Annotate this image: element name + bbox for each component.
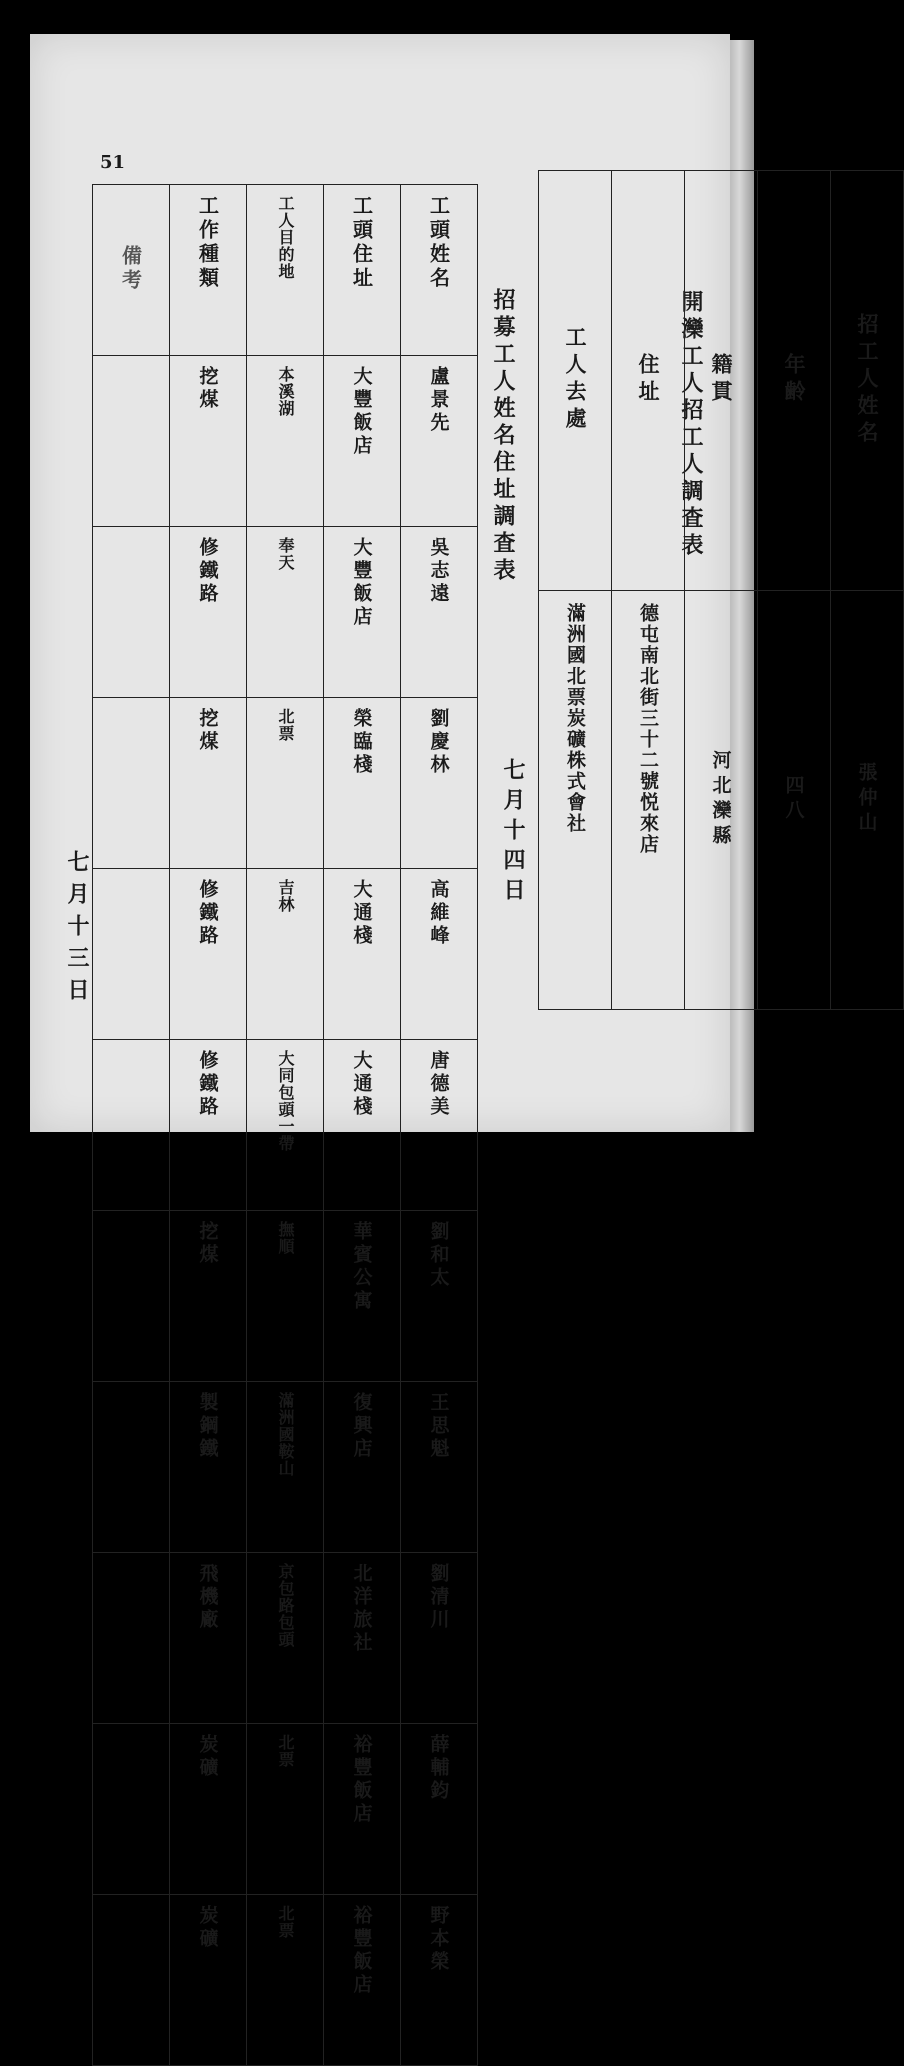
table2-cell-worker-destination: 滿洲國鞍山: [247, 1382, 324, 1553]
table2-cell-remarks: [93, 698, 170, 869]
table1-header-origin: 籍貫: [685, 171, 758, 591]
table1-header-name: 招工人姓名: [831, 171, 904, 591]
table2-cell-foreman-name: 劉清川: [401, 1553, 478, 1724]
table2-cell-foreman-address: 榮臨棧: [324, 698, 401, 869]
table2-cell-foreman-address: 大豐飯店: [324, 527, 401, 698]
table2-cell-work-type: 挖煤: [170, 356, 247, 527]
table1-title: 開灤工人招工人調査表: [678, 290, 704, 560]
table2-header-remarks: 備考: [93, 185, 170, 356]
table2-header-worker-destination: 工人目的地: [247, 185, 324, 356]
table2-cell-remarks: [93, 1724, 170, 1895]
table1-header-age: 年齢: [758, 171, 831, 591]
table1-header-destination: 工人去處: [539, 171, 612, 591]
table2-cell-foreman-address: 裕豐飯店: [324, 1724, 401, 1895]
table2-cell-work-type: 修鐵路: [170, 1040, 247, 1211]
table2-cell-foreman-address: 大豐飯店: [324, 356, 401, 527]
table2-cell-foreman-address: 裕豐飯店: [324, 1895, 401, 2066]
table2-cell-worker-destination: 本溪湖: [247, 356, 324, 527]
table2-cell-remarks: [93, 527, 170, 698]
table1-value-address: 德屯南北街三十二號悦來店: [612, 590, 685, 1010]
table2-cell-work-type: 製鋼鐵: [170, 1382, 247, 1553]
table2-cell-foreman-name: 王思魁: [401, 1382, 478, 1553]
table2-cell-worker-destination: 京包路包頭: [247, 1553, 324, 1724]
table2-cell-remarks: [93, 869, 170, 1040]
page-number: 51: [100, 152, 126, 173]
table2-cell-foreman-name: 吳志遠: [401, 527, 478, 698]
table2-cell-foreman-name: 劉慶林: [401, 698, 478, 869]
table2-cell-foreman-name: 劉和太: [401, 1211, 478, 1382]
table2-cell-work-type: 挖煤: [170, 1211, 247, 1382]
table2-cell-worker-destination: 北票: [247, 698, 324, 869]
table2-cell-foreman-address: 大通棧: [324, 869, 401, 1040]
table2-cell-worker-destination: 北票: [247, 1895, 324, 2066]
table2-header-foreman-address: 工頭住址: [324, 185, 401, 356]
table2-cell-foreman-name: 野本榮: [401, 1895, 478, 2066]
table2-cell-foreman-address: 復興店: [324, 1382, 401, 1553]
table2-cell-foreman-name: 盧景先: [401, 356, 478, 527]
table2-cell-foreman-address: 北洋旅社: [324, 1553, 401, 1724]
table1-value-destination: 滿洲國北票炭礦株式會社: [539, 590, 612, 1010]
table2-cell-worker-destination: 北票: [247, 1724, 324, 1895]
table1-value-age: 四八: [758, 590, 831, 1010]
table2-header-foreman-name: 工頭姓名: [401, 185, 478, 356]
table2-header-work-type: 工作種類: [170, 185, 247, 356]
table2-cell-worker-destination: 吉林: [247, 869, 324, 1040]
table2-title: 招募工人姓名住址調査表: [490, 288, 516, 585]
table2-cell-work-type: 飛機廠: [170, 1553, 247, 1724]
table2-cell-work-type: 挖煤: [170, 698, 247, 869]
table2-cell-remarks: [93, 356, 170, 527]
table2-cell-work-type: 修鐵路: [170, 527, 247, 698]
table1-value-name: 張仲山: [831, 590, 904, 1010]
table2-cell-work-type: 炭礦: [170, 1724, 247, 1895]
table2-cell-work-type: 修鐵路: [170, 869, 247, 1040]
table2-cell-remarks: [93, 1040, 170, 1211]
worker-recruiter-table: [538, 170, 904, 1010]
table1-header-address: 住址: [612, 171, 685, 591]
table1-value-origin: 河北灤縣: [685, 590, 758, 1010]
table2-cell-foreman-address: 大通棧: [324, 1040, 401, 1211]
table2-cell-worker-destination: 奉天: [247, 527, 324, 698]
table2-cell-worker-destination: 大同包頭一帶: [247, 1040, 324, 1211]
table2-cell-foreman-address: 華賓公寓: [324, 1211, 401, 1382]
table2-cell-foreman-name: 薛輔鈞: [401, 1724, 478, 1895]
table2-cell-remarks: [93, 1895, 170, 2066]
table2-cell-work-type: 炭礦: [170, 1895, 247, 2066]
table2-cell-worker-destination: 撫順: [247, 1211, 324, 1382]
table1-date: 七月十四日: [500, 758, 526, 908]
table2-date: 七月十三日: [64, 850, 90, 1010]
table2-cell-remarks: [93, 1211, 170, 1382]
recruitment-table: [92, 184, 478, 2066]
table2-cell-remarks: [93, 1553, 170, 1724]
table2-cell-remarks: [93, 1382, 170, 1553]
table2-cell-foreman-name: 唐德美: [401, 1040, 478, 1211]
table2-cell-foreman-name: 高維峰: [401, 869, 478, 1040]
